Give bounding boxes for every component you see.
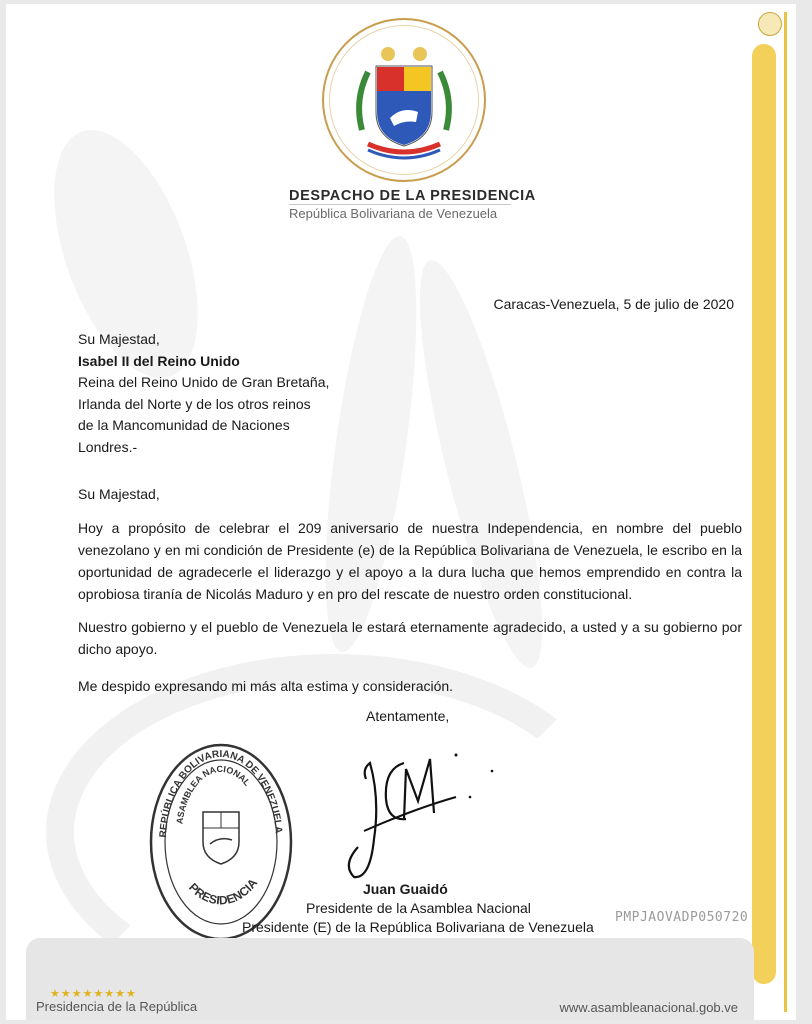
office-title: DESPACHO DE LA PRESIDENCIA: [289, 188, 536, 204]
letter-page: [6, 4, 796, 1020]
body-paragraph: Nuestro gobierno y el pueblo de Venezuela le estará eternamente agradecido, a usted y a su gobierno por dicho apoyo.: [78, 619, 742, 657]
recipient-line: Su Majestad,: [78, 331, 160, 347]
recipient-line: de la Mancomunidad de Naciones: [78, 417, 290, 433]
stamp-text-inner: ASAMBLEA NACIONAL: [174, 763, 253, 825]
signer-title: Presidente (E) de la República Bolivariana de Venezuela: [242, 919, 594, 935]
svg-text:PRESIDENCIA: [186, 876, 260, 908]
recipient-line: Irlanda del Norte y de los otros reinos: [78, 395, 311, 412]
closing: Atentamente,: [366, 708, 450, 724]
signer-name: Juan Guaidó: [363, 881, 448, 897]
signature-icon: [344, 739, 504, 889]
footer-presidency-label: Presidencia de la República: [36, 999, 198, 1014]
stamp-text-bottom: PRESIDENCIA: [186, 875, 261, 908]
recipient-name: Isabel II del Reino Unido: [78, 352, 240, 369]
official-stamp: [148, 742, 294, 942]
watermark-leaf: [396, 252, 566, 676]
stamp-text-top: REPÚBLICA BOLIVARIANA DE VENEZUELA: [158, 748, 284, 838]
recipient-line: Reina del Reino Unido de Gran Bretaña,: [78, 374, 330, 390]
mini-coat-of-arms-icon: [758, 12, 782, 36]
recipient-block: [78, 329, 329, 458]
stamp-icon: [148, 742, 294, 942]
header-divider: [289, 204, 511, 205]
coat-of-arms-icon: [324, 20, 484, 180]
body-paragraph: Hoy a propósito de celebrar el 209 aniversario de nuestra Independencia, en nombre del pueblo venezolano y en mi condición de Presidente (e) de la República Bolivariana de Venezuela, le escribo en la oportunidad de agradecerle el liderazgo y el apoyo a la dura lucha que hemos emprendido en contra la oprobiosa tiranía de Nicolás Maduro y en pro del rescate de nuestro orden constitucional.: [78, 520, 742, 602]
signer-title: Presidente de la Asamblea Nacional: [306, 900, 531, 916]
letter-date: Caracas-Venezuela, 5 de julio de 2020: [493, 296, 734, 312]
gold-edge-line: [784, 12, 787, 1012]
footer-website: www.asambleanacional.gob.ve: [559, 1000, 738, 1015]
handwritten-signature: [344, 739, 504, 889]
office-subtitle: República Bolivariana de Venezuela: [289, 206, 498, 221]
salutation: Su Majestad,: [78, 486, 160, 502]
recipient-line: Londres.-: [78, 438, 138, 455]
body-paragraph: Me despido expresando mi más alta estima y consideración.: [78, 678, 454, 694]
footer-stars: ★★★★★★★★: [50, 988, 137, 1000]
reference-code: PMPJAOVADP050720: [615, 910, 749, 925]
gold-side-bar: [752, 44, 776, 984]
coat-of-arms: [322, 18, 486, 182]
